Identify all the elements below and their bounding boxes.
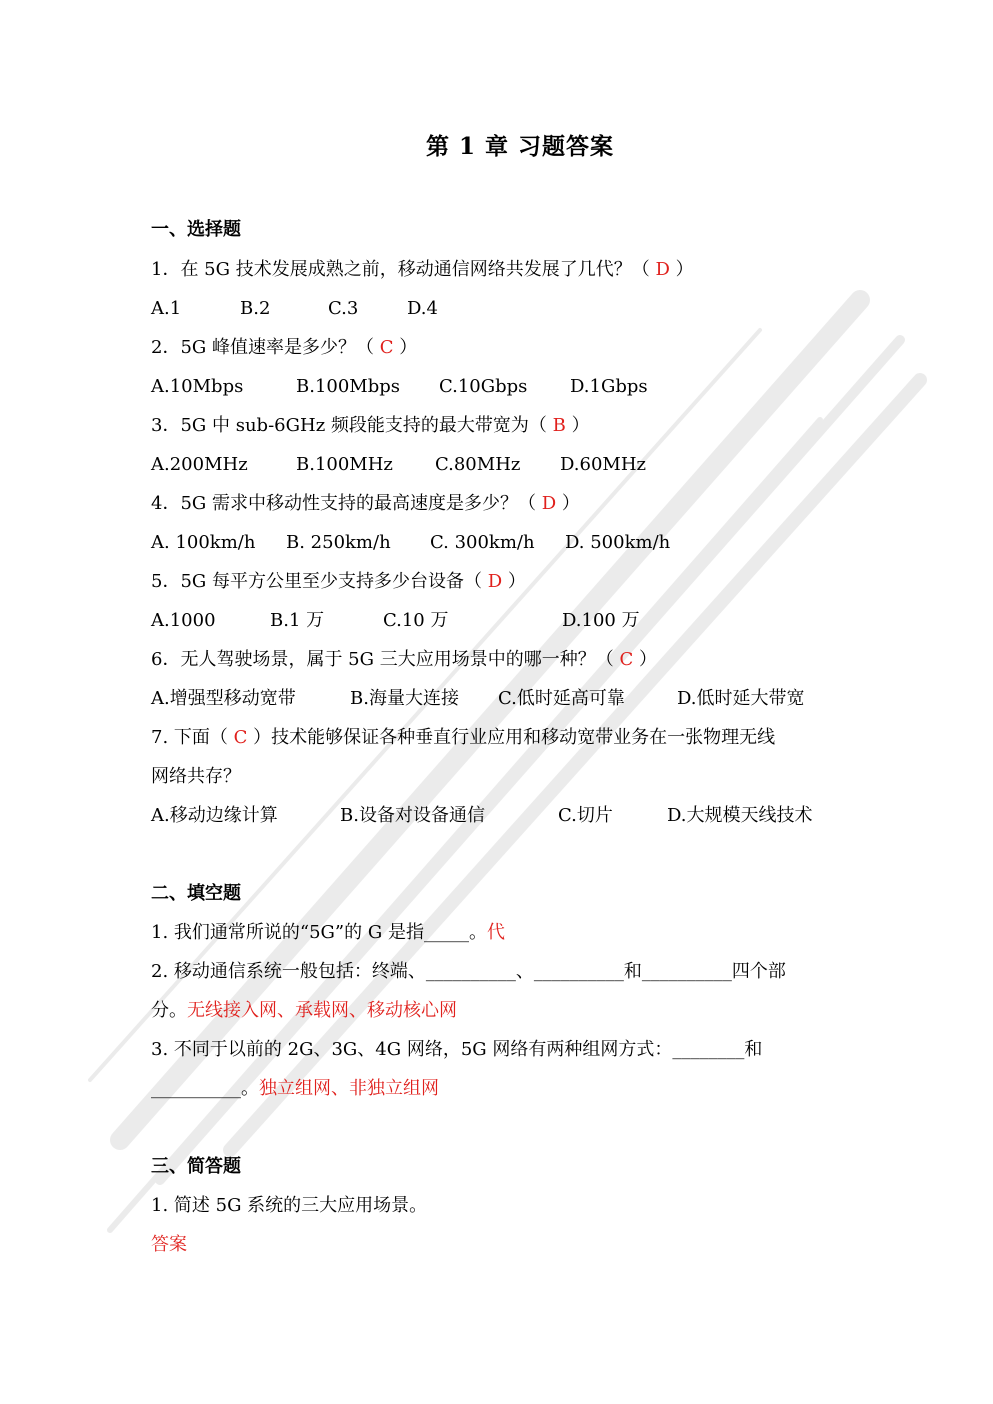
section-heading-short-answer: 三、简答题 <box>151 1156 241 1177</box>
answer: 独立组网、非独立组网 <box>259 1078 439 1099</box>
option-d: D.低时延大带宽 <box>677 688 805 709</box>
question-4 <box>151 492 580 516</box>
question-text: 5．5G 每平方公里至少支持多少台设备（ <box>151 571 488 592</box>
question-text-cont: ）技术能够保证各种垂直行业应用和移动宽带业务在一张物理无线 <box>247 727 776 748</box>
option-d: D.100 万 <box>562 610 640 631</box>
option-b: B.设备对设备通信 <box>340 805 485 826</box>
fill-question-2-cont <box>151 999 457 1023</box>
option-c: C.低时延高可靠 <box>498 688 625 709</box>
section-heading-choice: 一、选择题 <box>151 219 241 240</box>
question-text: 6．无人驾驶场景，属于 5G 三大应用场景中的哪一种？（ <box>151 649 620 670</box>
answer: D <box>655 259 670 280</box>
option-c: C.10Gbps <box>439 376 528 397</box>
question-text: __________。 <box>151 1078 259 1099</box>
option-b: B.100MHz <box>296 454 393 475</box>
question-end: ） <box>565 415 590 436</box>
answer: 无线接入网、承载网、移动核心网 <box>187 1000 457 1021</box>
option-c: C.切片 <box>558 805 613 826</box>
answer: 代 <box>486 922 505 943</box>
question-text: 7. 下面（ <box>151 727 234 748</box>
option-d: D. 500km/h <box>565 532 671 553</box>
option-a: A.1 <box>151 298 182 319</box>
option-b: B.100Mbps <box>296 376 401 397</box>
answer: C <box>379 337 394 358</box>
option-c: C.80MHz <box>435 454 521 475</box>
question-text: 1．在 5G 技术发展成熟之前，移动通信网络共发展了几代？（ <box>151 259 656 280</box>
option-a: A.200MHz <box>151 454 248 475</box>
option-d: D.1Gbps <box>570 376 648 397</box>
option-a: A.增强型移动宽带 <box>151 688 296 709</box>
question-end: ） <box>556 493 580 514</box>
fill-question-3-cont <box>151 1077 439 1101</box>
short-answer-1: 答案 <box>151 1234 187 1255</box>
option-b: B.2 <box>240 298 271 319</box>
question-text: 1. 我们通常所说的“5G”的 G 是指_____。 <box>151 922 487 943</box>
question-text: 3．5G 中 sub-6GHz 频段能支持的最大带宽为（ <box>151 415 553 436</box>
fill-question-3: 3. 不同于以前的 2G、3G、4G 网络，5G 网络有两种组网方式：________和 <box>151 1039 763 1060</box>
question-7 <box>151 726 775 750</box>
option-b: B.海量大连接 <box>350 688 459 709</box>
question-text: 4．5G 需求中移动性支持的最高速度是多少？（ <box>151 493 542 514</box>
short-question-1: 1. 简述 5G 系统的三大应用场景。 <box>151 1195 428 1216</box>
option-b: B. 250km/h <box>286 532 391 553</box>
question-1 <box>151 258 694 282</box>
option-a: A. 100km/h <box>151 532 256 553</box>
option-d: D.60MHz <box>560 454 647 475</box>
question-end: ） <box>393 337 418 358</box>
answer: D <box>487 571 503 592</box>
fill-question-2: 2. 移动通信系统一般包括：终端、__________、__________和__________四个部 <box>151 961 786 982</box>
option-c: C.10 万 <box>383 610 449 631</box>
section-heading-fill: 二、填空题 <box>151 883 241 904</box>
answer: D <box>541 493 557 514</box>
option-c: C. 300km/h <box>430 532 535 553</box>
question-3 <box>151 414 590 438</box>
question-end: ） <box>669 259 694 280</box>
option-d: D.大规模天线技术 <box>667 805 813 826</box>
answer: C <box>619 649 634 670</box>
answer: C <box>233 727 248 748</box>
fill-question-1 <box>151 921 505 945</box>
option-d: D.4 <box>407 298 438 319</box>
option-b: B.1 万 <box>270 610 325 631</box>
question-text: 分。 <box>151 1000 187 1021</box>
question-end: ） <box>502 571 526 592</box>
option-a: A.移动边缘计算 <box>151 805 278 826</box>
option-a: A.1000 <box>151 610 216 631</box>
question-6 <box>151 648 657 672</box>
question-7-cont: 网络共存？ <box>151 766 241 787</box>
option-a: A.10Mbps <box>151 376 244 397</box>
page-title: 第 1 章 习题答案 <box>425 133 615 160</box>
question-text: 2．5G 峰值速率是多少？（ <box>151 337 380 358</box>
question-2 <box>151 336 417 360</box>
question-5 <box>151 570 526 594</box>
question-end: ） <box>633 649 657 670</box>
option-c: C.3 <box>328 298 359 319</box>
answer: B <box>552 415 566 436</box>
